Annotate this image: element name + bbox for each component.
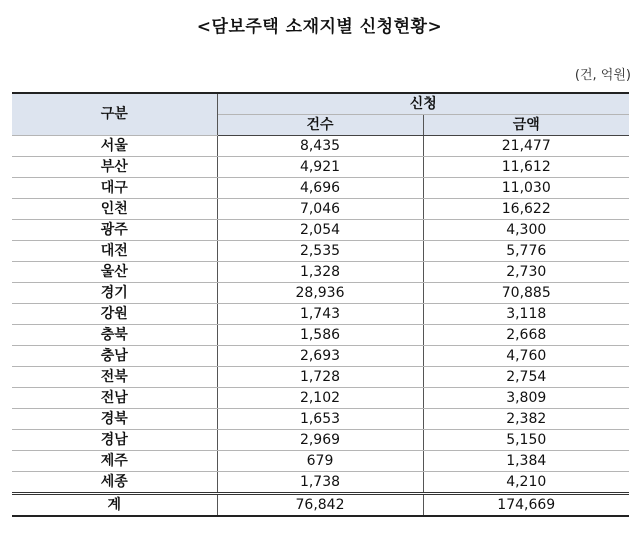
amount-cell: 4,300 [423,220,629,241]
count-cell: 2,693 [217,346,423,367]
count-cell: 4,696 [217,178,423,199]
table-row [12,157,629,178]
region-cell: 전남 [12,388,217,409]
table-row [12,388,629,409]
amount-cell: 2,382 [423,409,629,430]
region-cell: 강원 [12,304,217,325]
total-count: 76,842 [217,494,423,517]
table-row [12,325,629,346]
count-cell: 8,435 [217,136,423,157]
amount-cell: 3,809 [423,388,629,409]
amount-cell: 70,885 [423,283,629,304]
amount-cell: 1,384 [423,451,629,472]
count-cell: 1,328 [217,262,423,283]
unit-note: (건, 억원) [574,68,631,83]
count-cell: 2,102 [217,388,423,409]
count-cell: 2,054 [217,220,423,241]
amount-cell: 4,210 [423,472,629,494]
header-application: 신청 [217,93,629,115]
region-cell: 광주 [12,220,217,241]
total-label: 계 [12,494,217,517]
header-category: 구분 [12,93,217,136]
amount-cell: 2,730 [423,262,629,283]
total-row [12,494,629,517]
header-count: 건수 [217,115,423,136]
table-row [12,283,629,304]
table-row [12,136,629,157]
region-cell: 제주 [12,451,217,472]
table-row [12,178,629,199]
amount-cell: 2,668 [423,325,629,346]
region-cell: 경남 [12,430,217,451]
amount-cell: 21,477 [423,136,629,157]
count-cell: 1,743 [217,304,423,325]
region-cell: 인천 [12,199,217,220]
table-row [12,367,629,388]
table-row [12,241,629,262]
amount-cell: 5,776 [423,241,629,262]
region-cell: 서울 [12,136,217,157]
count-cell: 2,535 [217,241,423,262]
header-amount: 금액 [423,115,629,136]
amount-cell: 11,030 [423,178,629,199]
region-cell: 대구 [12,178,217,199]
table-row [12,472,629,494]
amount-cell: 11,612 [423,157,629,178]
table-row [12,220,629,241]
region-cell: 경북 [12,409,217,430]
count-cell: 4,921 [217,157,423,178]
page-title: <담보주택 소재지별 신청현황> [196,17,443,37]
amount-cell: 3,118 [423,304,629,325]
count-cell: 1,586 [217,325,423,346]
count-cell: 679 [217,451,423,472]
amount-cell: 2,754 [423,367,629,388]
region-cell: 충북 [12,325,217,346]
count-cell: 1,738 [217,472,423,494]
count-cell: 2,969 [217,430,423,451]
region-cell: 전북 [12,367,217,388]
region-cell: 부산 [12,157,217,178]
count-cell: 7,046 [217,199,423,220]
table-row [12,199,629,220]
count-cell: 1,728 [217,367,423,388]
region-cell: 충남 [12,346,217,367]
table-body [12,136,629,494]
region-cell: 울산 [12,262,217,283]
amount-cell: 4,760 [423,346,629,367]
region-cell: 경기 [12,283,217,304]
table-row [12,451,629,472]
count-cell: 28,936 [217,283,423,304]
region-cell: 대전 [12,241,217,262]
table-row [12,409,629,430]
amount-cell: 5,150 [423,430,629,451]
region-cell: 세종 [12,472,217,494]
count-cell: 1,653 [217,409,423,430]
amount-cell: 16,622 [423,199,629,220]
table-row [12,346,629,367]
table-row [12,262,629,283]
table-row [12,430,629,451]
total-amount: 174,669 [423,494,629,517]
application-status-table [12,92,629,517]
table-row [12,304,629,325]
